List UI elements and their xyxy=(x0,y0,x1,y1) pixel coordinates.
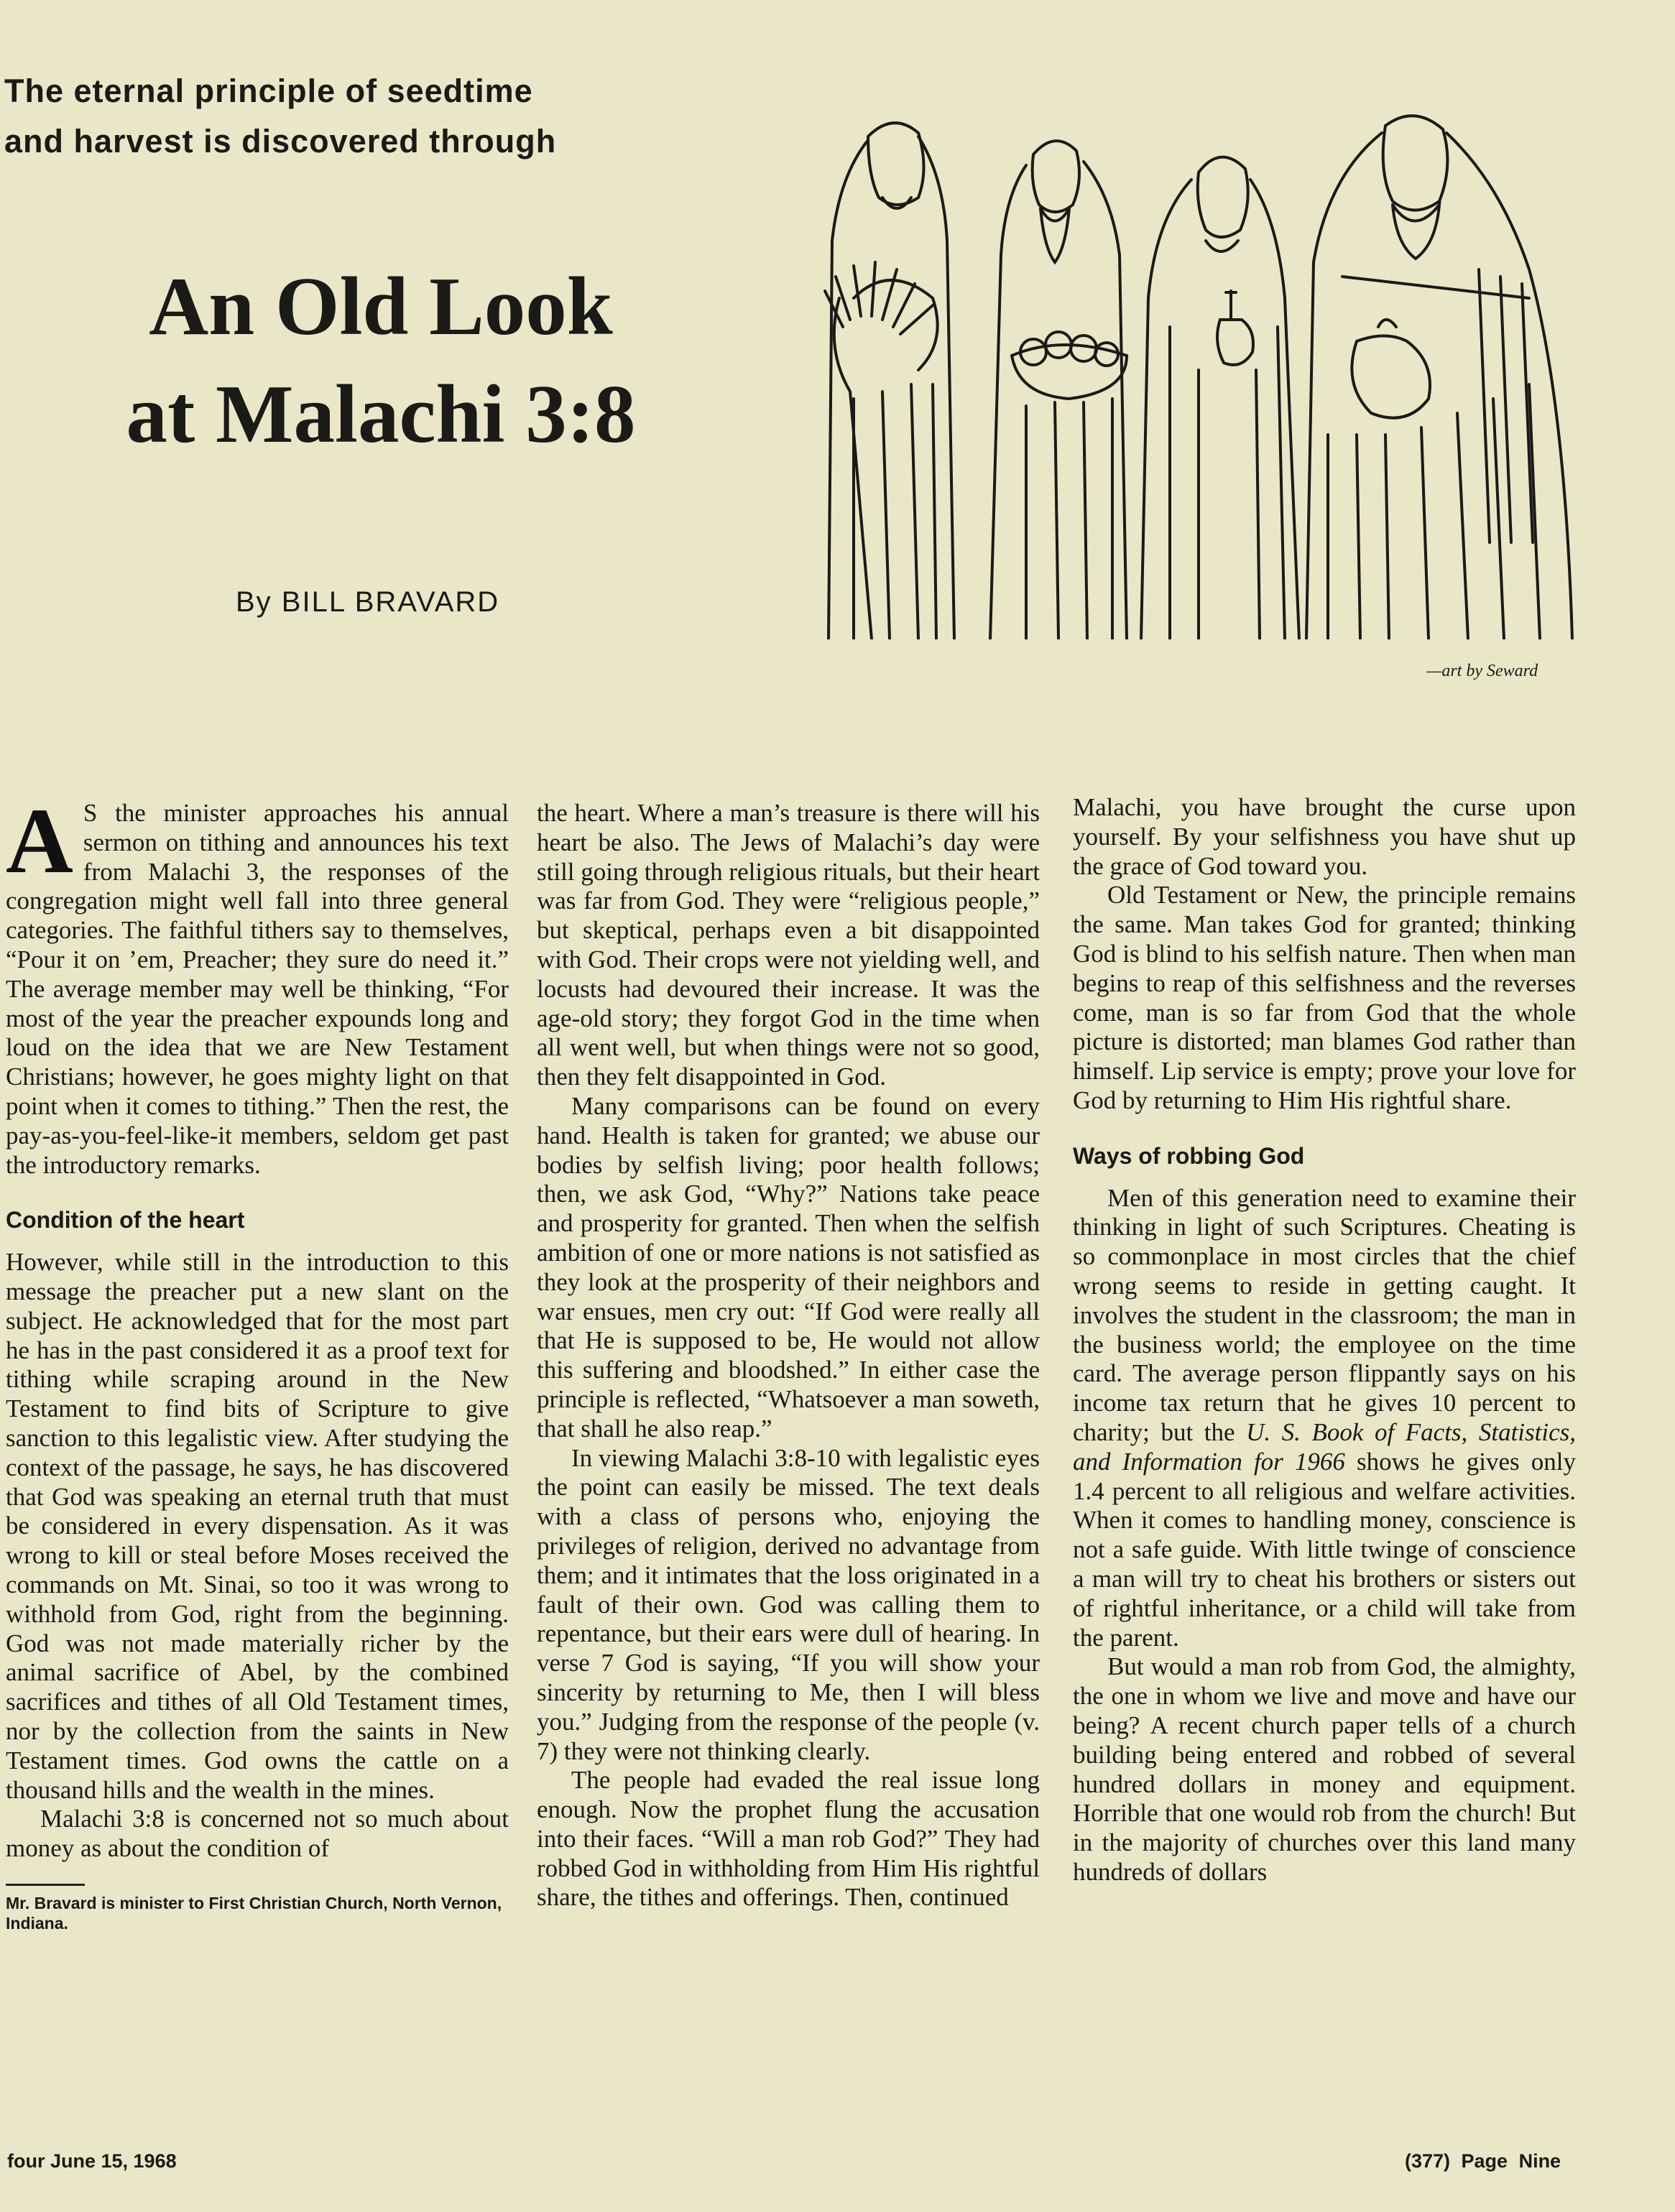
paragraph xyxy=(1073,1184,1576,1653)
art-credit: —art by Seward xyxy=(1426,662,1538,680)
four-biblical-figures-illustration-icon xyxy=(811,111,1590,639)
footnote-divider xyxy=(6,1884,85,1886)
folio-date: four June 15, 1968 xyxy=(7,2150,177,2172)
paragraph: Malachi 3:8 is concerned not so much about money as about the condition of xyxy=(6,1805,509,1863)
deck-text xyxy=(4,66,651,167)
paragraph-text: Men of this generation need to examine their thinking in light of such Scriptures. Cheating is so commonplace in most circles that the chief wrong seems to reside in getting caught. It involves the student in the classroom; the man in the business world; the employee on the time card. The average person flippantly says on his income tax return that he gives 10 percent to charity; but the xyxy=(1073,1183,1576,1446)
subhead-ways-of-robbing-god: Ways of robbing God xyxy=(1073,1142,1305,1169)
book-title: U. S. Book of Facts, Statistics, and Information for 1966 xyxy=(1073,1417,1576,1476)
paragraph: Malachi, you have brought the curse upon yourself. By your selfishness you have shut up the grace of God toward you. xyxy=(1073,793,1576,880)
subhead-condition-of-heart: Condition of the heart xyxy=(6,1207,245,1234)
title-line-2: at Malachi 3:8 xyxy=(126,369,636,460)
paragraph xyxy=(6,790,509,1180)
paragraph: But would a man rob from God, the almighty, the one in whom we live and move and have our being? A recent church paper tells of a church building being entered and robbed of several hundred dollars in money and equipment. Horrible that one would rob from the church! But in the majority of churches over this land many hundreds of dollars xyxy=(1073,1652,1576,1886)
author-footnote: Mr. Bravard is minister to First Christian Church, North Vernon, Indiana. xyxy=(6,1893,502,1933)
paragraph: Many comparisons can be found on every hand. Health is taken for granted; we abuse our bodies by selfish living; poor health follows; then, we ask God, “Why?” Nations take peace and prosperity for granted. Then when the selfish ambition of one or more nations is not satisfied as they look at the prosperity of their neighbors and war ensues, men cry out: “If God were really all that He is supposed to be, He would not allow this suffering and bloodshed.” In either case the principle is reflected, “Whatsoever a man soweth, that shall he also reap.” xyxy=(537,1091,1040,1443)
paragraph: In viewing Malachi 3:8-10 with legalistic eyes the point can easily be missed. The text deals with a class of persons who, enjoying the privileges of religion, derived no advantage from them; and it intimates that the loss originated in a fault of their own. God was calling them to repentance, but their ears were dull of hearing. In verse 7 God is saying, “If you will show your sincerity by returning to Me, then I will bless you.” Judging from the response of the people (v. 7) they were not thinking clearly. xyxy=(537,1443,1040,1765)
drop-cap: A xyxy=(6,790,73,893)
paragraph-text: shows he gives only 1.4 percent to all religious and welfare activities. When it comes to handling money, conscience is not a safe guide. With little twinge of conscience a man will try to cheat his brothers or sisters out of rightful inheritance, or a child will take from the parent. xyxy=(1073,1447,1576,1652)
article-column-3 xyxy=(1073,793,1576,1887)
paragraph: The people had evaded the real issue long enough. Now the prophet flung the accusation into their faces. “Will a man rob God?” They had robbed God in withholding from Him His rightful share, the tithes and offerings. Then, continued xyxy=(537,1766,1040,1912)
paragraph-text: S the minister approaches his annual sermon on tithing and announces his text from Malachi 3, the responses of the congregation might well fall into three general categories. The faithful tithers say to themselves, “Pour it on ’em, Preacher; they sure do need it.” The average member may well be thinking, “For most of the year the preacher expounds long and loud on the idea that we are New Testament Christians; however, he goes mighty light on that point when it comes to tithing.” Then the rest, the pay-as-you-feel-like-it members, seldom get past the introductory remarks. xyxy=(6,799,509,1179)
title-line-1: An Old Look xyxy=(149,261,613,352)
article-column-2 xyxy=(537,799,1040,1912)
article-column-1 xyxy=(6,790,509,1933)
paragraph: However, while still in the introduction to this message the preacher put a new slant on the subject. He acknowledged that for the most part he has in the past considered it as a proof text for tithing while scraping around in the New Testament to find bits of Scripture to give sanction to this legalistic view. After studying the context of the passage, he says, he has discovered that God was speaking an eternal truth that must be considered in every dispensation. As it was wrong to kill or steal before Moses received the commands on Mt. Sinai, so too it was wrong to withhold from God, right from the beginning. God was not made materially richer by the animal sacrifice of Abel, by the combined sacrifices and tithes of all Old Testament times, nor by the collection from the saints in New Testament times. God owns the cattle on a thousand hills and the wealth in the mines. xyxy=(6,1248,509,1804)
deck-line-1: The eternal principle of seedtime xyxy=(4,73,533,109)
paragraph: Old Testament or New, the principle remains the same. Man takes God for granted; thinking God is blind to his selfish nature. Then when man begins to reap of this selfishness and the reverses come, man is so far from God that the whole picture is distorted; man blames God rather than himself. Lip service is empty; prove your love for God by returning to Him His rightful share. xyxy=(1073,881,1576,1114)
folio-page-number: (377) Page Nine xyxy=(1405,2150,1561,2172)
deck-line-2: and harvest is discovered through xyxy=(4,123,557,159)
byline: By BILL BRAVARD xyxy=(236,586,500,618)
paragraph: the heart. Where a man’s treasure is there will his heart be also. The Jews of Malachi’s day were still going through religious rituals, but their heart was far from God. They were “religious people,” but skeptical, perhaps even a bit disappointed with God. Their crops were not yielding well, and locusts had devoured their increase. It was the age-old story; they forgot God in the time when all went well, but when things were not so good, then they felt disappointed in God. xyxy=(537,799,1040,1091)
article-title xyxy=(93,253,668,468)
